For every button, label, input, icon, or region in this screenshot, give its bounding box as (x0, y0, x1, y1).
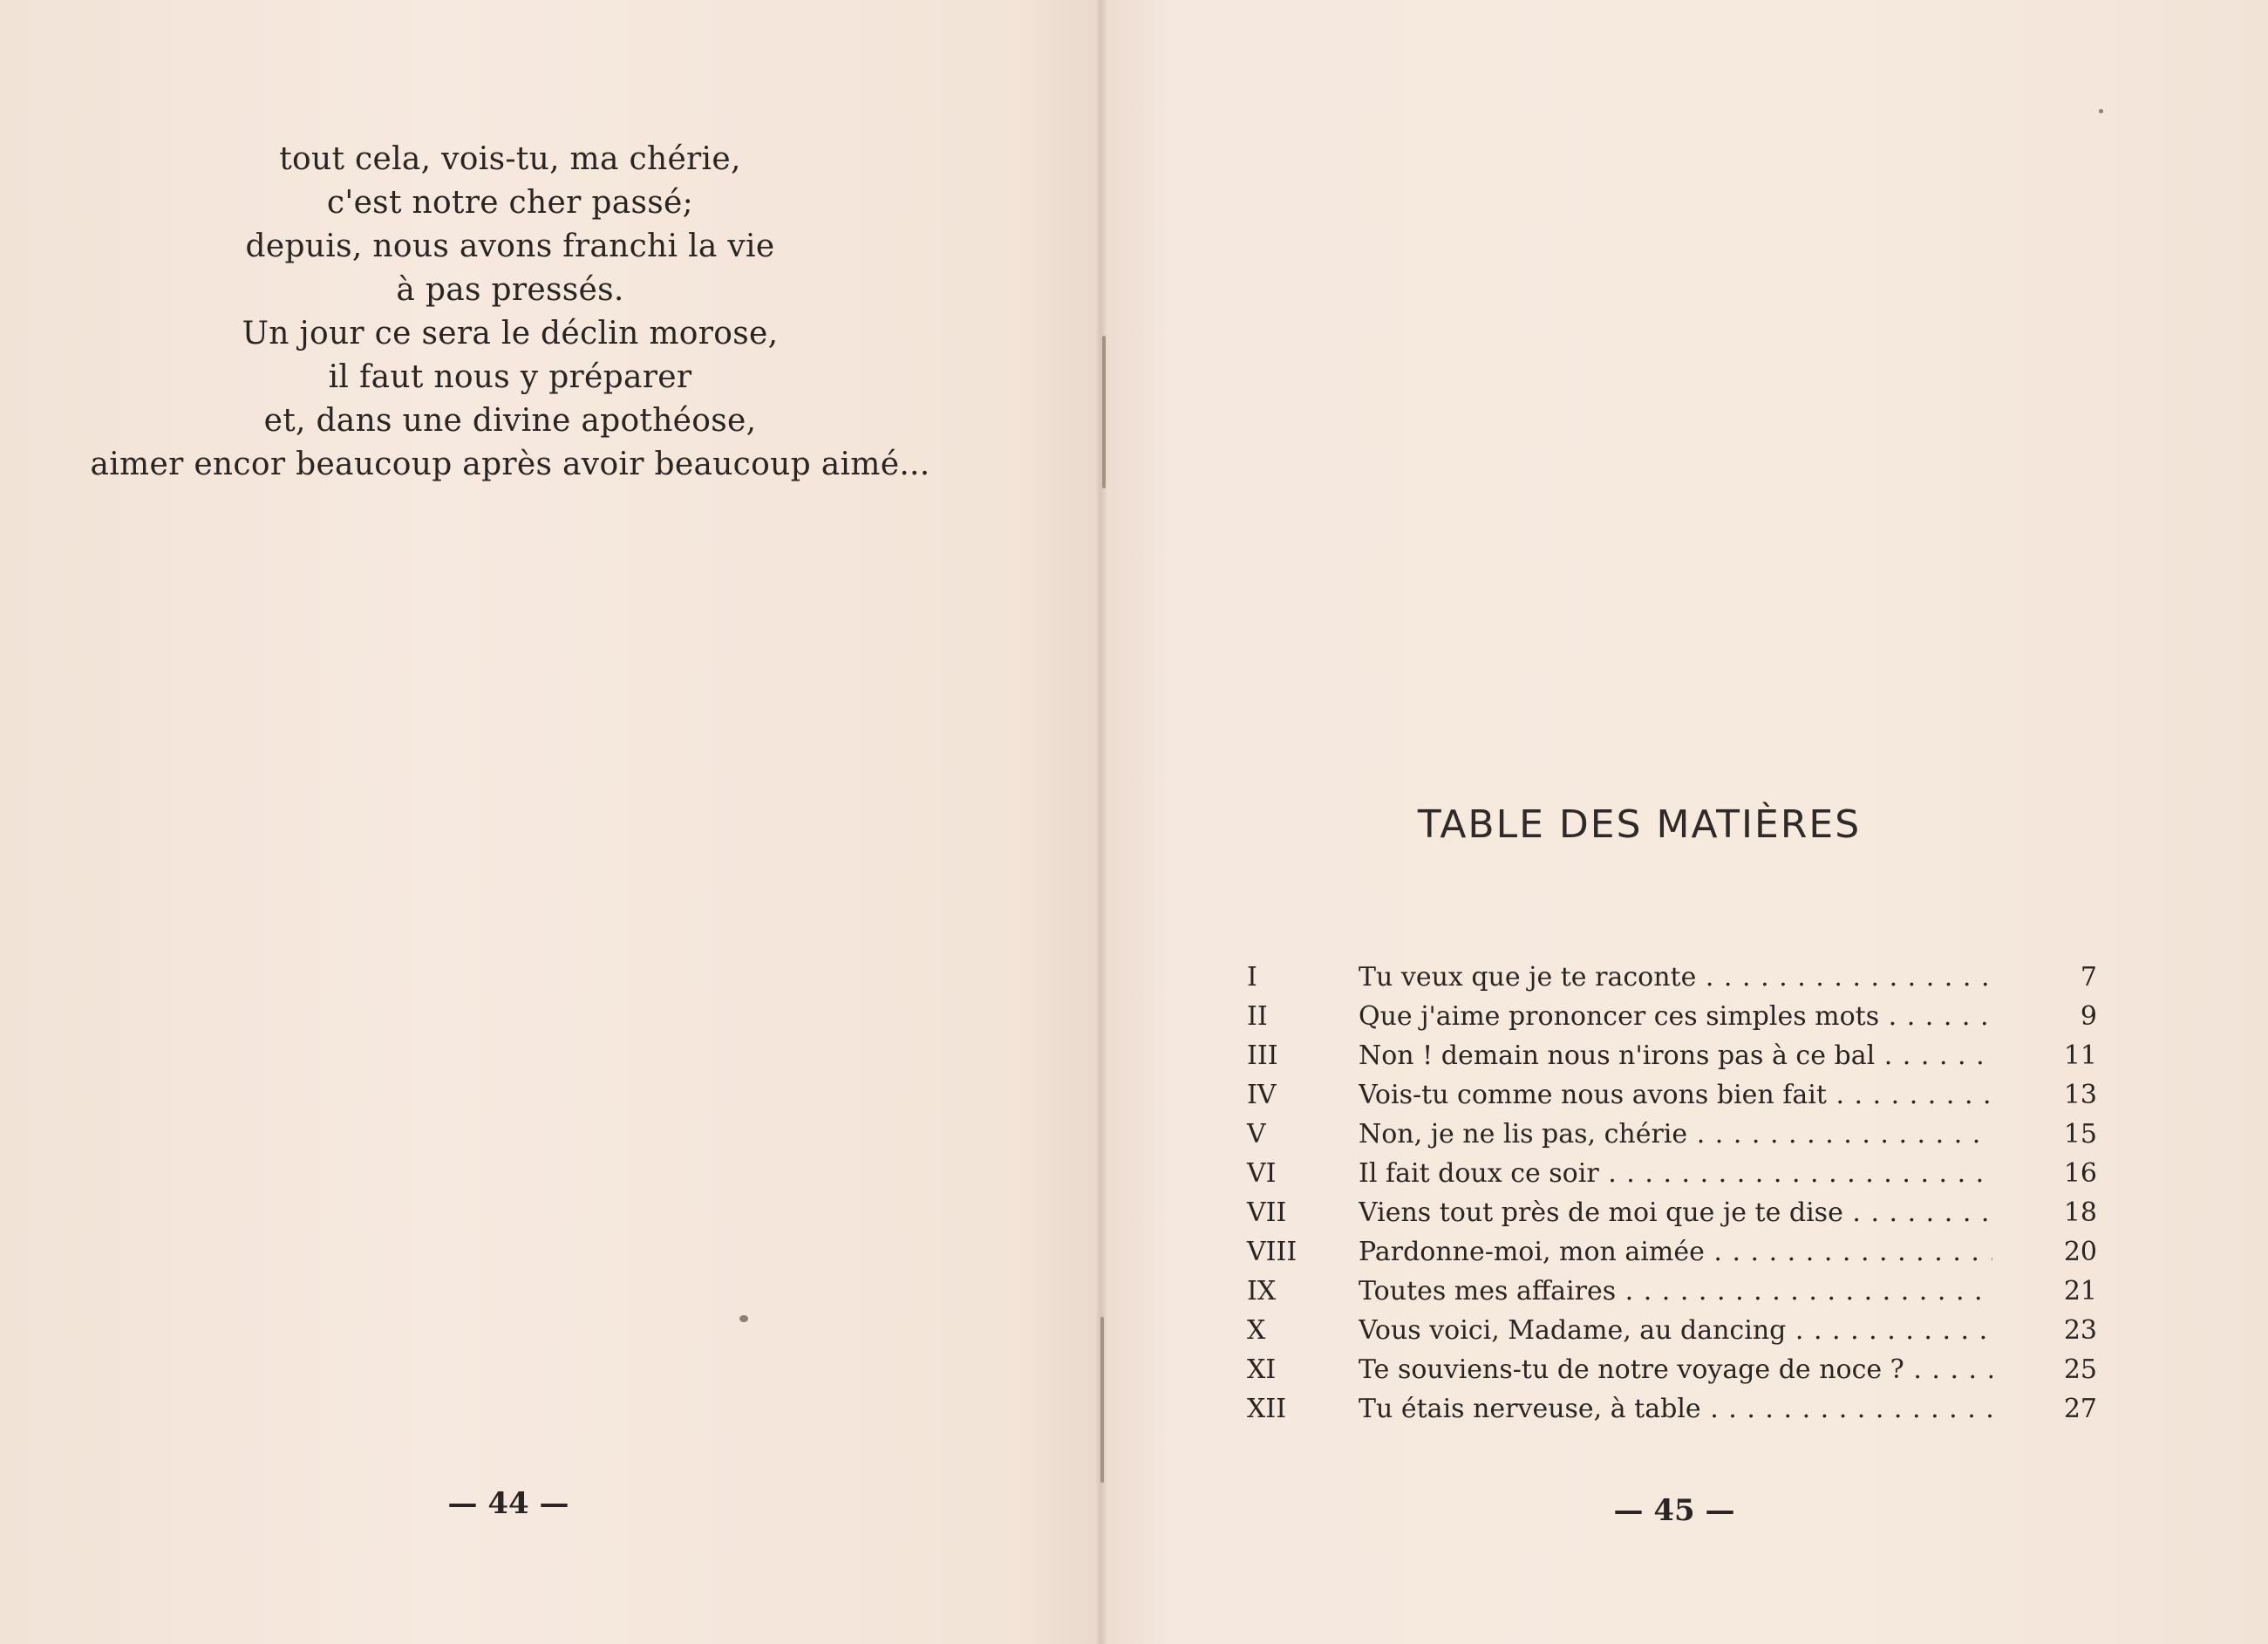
poem-line: c'est notre cher passé; (326, 185, 694, 221)
toc-page-number: 9 (2080, 1001, 2097, 1032)
poem-line: il faut nous y préparer (328, 359, 692, 395)
toc-entry (1247, 1154, 2097, 1193)
toc-page-number: 15 (2063, 1119, 2097, 1149)
toc-heading: TABLE DES MATIÈRES (1417, 802, 1862, 847)
toc-entry (1247, 1389, 2097, 1429)
toc-chapter-title: Non ! demain nous n'irons pas à ce bal . . . (1359, 1036, 1992, 1075)
toc-chapter-title: Non, je ne lis pas, chérie . . . (1359, 1115, 1992, 1154)
toc-chapter-title: Tu veux que je te raconte . . . (1359, 958, 1992, 997)
toc-chapter-number: IX (1247, 1276, 1277, 1306)
toc-entry (1247, 1115, 2097, 1154)
toc-chapter-number: XII (1247, 1394, 1287, 1424)
toc-page-number: 11 (2063, 1040, 2097, 1071)
toc-chapter-number: IV (1247, 1080, 1277, 1110)
toc-entry (1247, 1311, 2097, 1350)
toc-entry (1247, 958, 2097, 997)
toc-chapter-title: Toutes mes affaires . . . (1359, 1272, 1992, 1311)
page-number-right: — 45 — (1613, 1493, 1735, 1528)
toc-entry (1247, 1272, 2097, 1311)
toc-chapter-title: Te souviens-tu de notre voyage de noce ? . . . (1359, 1350, 1992, 1389)
paper-speck (2099, 109, 2103, 113)
toc-entry (1247, 1232, 2097, 1272)
toc-page-number: 16 (2063, 1158, 2097, 1189)
toc-chapter-number: III (1247, 1040, 1278, 1071)
toc-entry (1247, 1350, 2097, 1389)
toc-chapter-number: VIII (1247, 1237, 1297, 1267)
toc-page-number: 20 (2063, 1237, 2097, 1267)
toc-chapter-title: Pardonne-moi, mon aimée . . . (1359, 1232, 1992, 1272)
toc-chapter-number: II (1247, 1001, 1268, 1032)
toc-chapter-number: I (1247, 962, 1257, 993)
toc-chapter-number: VI (1247, 1158, 1277, 1189)
paper-speck (739, 1315, 748, 1322)
toc-page-number: 25 (2063, 1354, 2097, 1385)
toc-entry (1247, 1036, 2097, 1075)
toc-entry (1247, 997, 2097, 1036)
toc-page-number: 21 (2063, 1276, 2097, 1306)
toc-page-number: 13 (2063, 1080, 2097, 1110)
toc-page-number: 27 (2063, 1394, 2097, 1424)
toc-entry (1247, 1193, 2097, 1232)
toc-chapter-title: Que j'aime prononcer ces simples mots . . . (1359, 997, 1992, 1036)
toc-page-number: 7 (2080, 962, 2097, 993)
left-page (0, 0, 1100, 1644)
toc-chapter-title: Viens tout près de moi que je te dise . . . (1359, 1193, 1992, 1232)
toc-chapter-number: XI (1247, 1354, 1277, 1385)
toc-chapter-title: Tu étais nerveuse, à table . . . (1359, 1389, 1992, 1429)
toc-chapter-number: X (1247, 1315, 1266, 1346)
toc-chapter-title: Il fait doux ce soir . . . (1359, 1154, 1992, 1193)
poem-line: et, dans une divine apothéose, (263, 403, 757, 439)
binding-stitch (1100, 1317, 1104, 1483)
toc-chapter-number: V (1247, 1119, 1266, 1149)
poem-stanza (70, 138, 950, 487)
toc-page-number: 18 (2063, 1197, 2097, 1228)
poem-line: depuis, nous avons franchi la vie (245, 229, 775, 264)
poem-line: Un jour ce sera le déclin morose, (242, 316, 779, 351)
page-number-left: — 44 — (447, 1486, 569, 1521)
toc-chapter-title: Vous voici, Madame, au dancing . . . (1359, 1311, 1992, 1350)
poem-line: à pas pressés. (396, 272, 624, 308)
table-of-contents (1247, 958, 2097, 1429)
toc-page-number: 23 (2063, 1315, 2097, 1346)
toc-entry (1247, 1075, 2097, 1115)
toc-chapter-title: Vois-tu comme nous avons bien fait . . . (1359, 1075, 1992, 1115)
poem-line: aimer encor beaucoup après avoir beaucoup aimé... (90, 447, 930, 482)
poem-line: tout cela, vois-tu, ma chérie, (279, 141, 741, 177)
binding-stitch (1102, 336, 1106, 488)
toc-chapter-number: VII (1247, 1197, 1287, 1228)
